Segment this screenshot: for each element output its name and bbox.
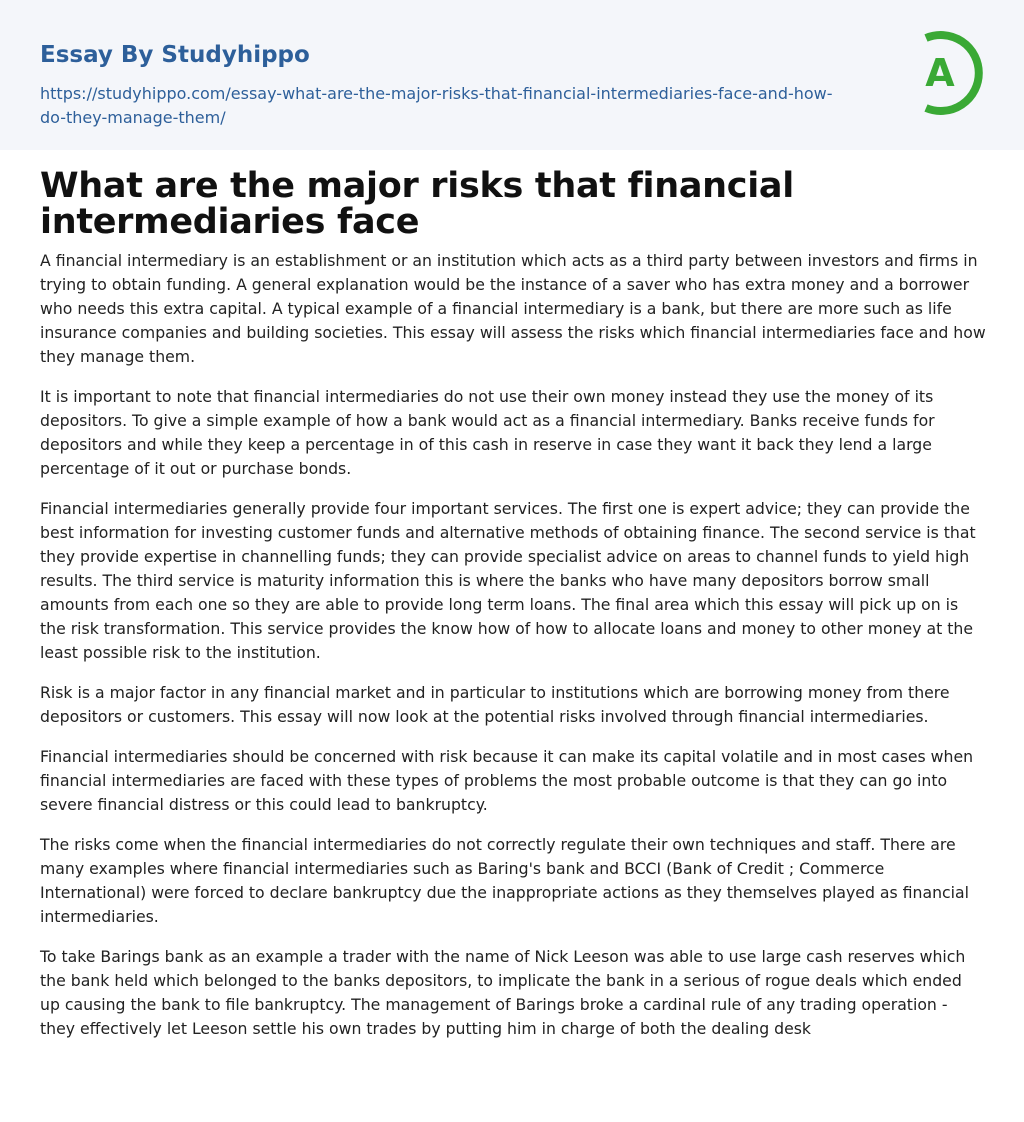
essay-paragraph-4: Risk is a major factor in any financial market and in particular to institutions which are borrowing money from there depositors or customers. This essay will now look at the potential risks involved through financial intermediaries. [40,683,950,726]
essay-paragraph-1: A financial intermediary is an establishment or an institution which acts as a third party between investors and firms in trying to obtain funding. A general explanation would be the instance of a saver who has extra money and a borrower who needs this extra capital. A typical example of a financial intermediary is a bank, but there are more such as life insurance companies and building societies. This essay will assess the risks which financial intermediaries face and how they manage them. [40,251,986,366]
essay-paragraph-3: Financial intermediaries generally provide four important services. The first one is expert advice; they can provide the best information for investing customer funds and alternative methods of obtaining finance. The second service is that they provide expertise in channelling funds; they can provide specialist advice on areas to channel funds to yield high results. The third service is maturity information this is where the banks who have many depositors borrow small amounts from each one so they are able to provide long term loans. The final area which this essay will pick up on is the risk transformation. This service provides the know how of how to allocate loans and money to other money at the least possible risk to the institution. [40,499,976,662]
logo-letter: A [925,51,955,95]
essay-paragraph-6: The risks come when the financial intermediaries do not correctly regulate their own techniques and staff. There are many examples where financial intermediaries such as Baring's bank and BCCI (Bank of Credit ; Commerce International) were forced to declare bankruptcy due the inappropriate actions as they themselves played as financial intermediaries. [40,835,970,926]
studyhippo-logo-icon[interactable] [906,26,990,120]
essay-source-link[interactable]: https://studyhippo.com/essay-what-are-the-major-risks-that-financial-intermediaries-face-and-how-do-they-manage-them/ [40,84,833,127]
essay-paragraph-2: It is important to note that financial intermediaries do not use their own money instead they use the money of its depositors. To give a simple example of how a bank would act as a financial intermediary. Banks receive funds for depositors and while they keep a percentage in of this cash in reserve in case they want it back they lend a large percentage of it out or purchase bonds. [40,387,935,478]
site-header [0,0,1024,150]
essay-paragraph-5: Financial intermediaries should be concerned with risk because it can make its capital volatile and in most cases when financial intermediaries are faced with these types of problems the most probable outcome is that they can go into severe financial distress or this could lead to bankruptcy. [40,747,974,814]
essay-paragraph-7: To take Barings bank as an example a trader with the name of Nick Leeson was able to use large cash reserves which the bank held which belonged to the banks depositors, to implicate the bank in a serious of rogue deals which ended up causing the bank to file bankruptcy. The management of Barings broke a cardinal rule of any trading operation - they effectively let Leeson settle his own trades by putting him in charge of both the dealing desk [40,947,966,1038]
essay-title: What are the major risks that financial intermediaries face [40,166,794,242]
essay-content [40,168,986,1057]
site-brand[interactable]: Essay By Studyhippo [40,42,310,68]
